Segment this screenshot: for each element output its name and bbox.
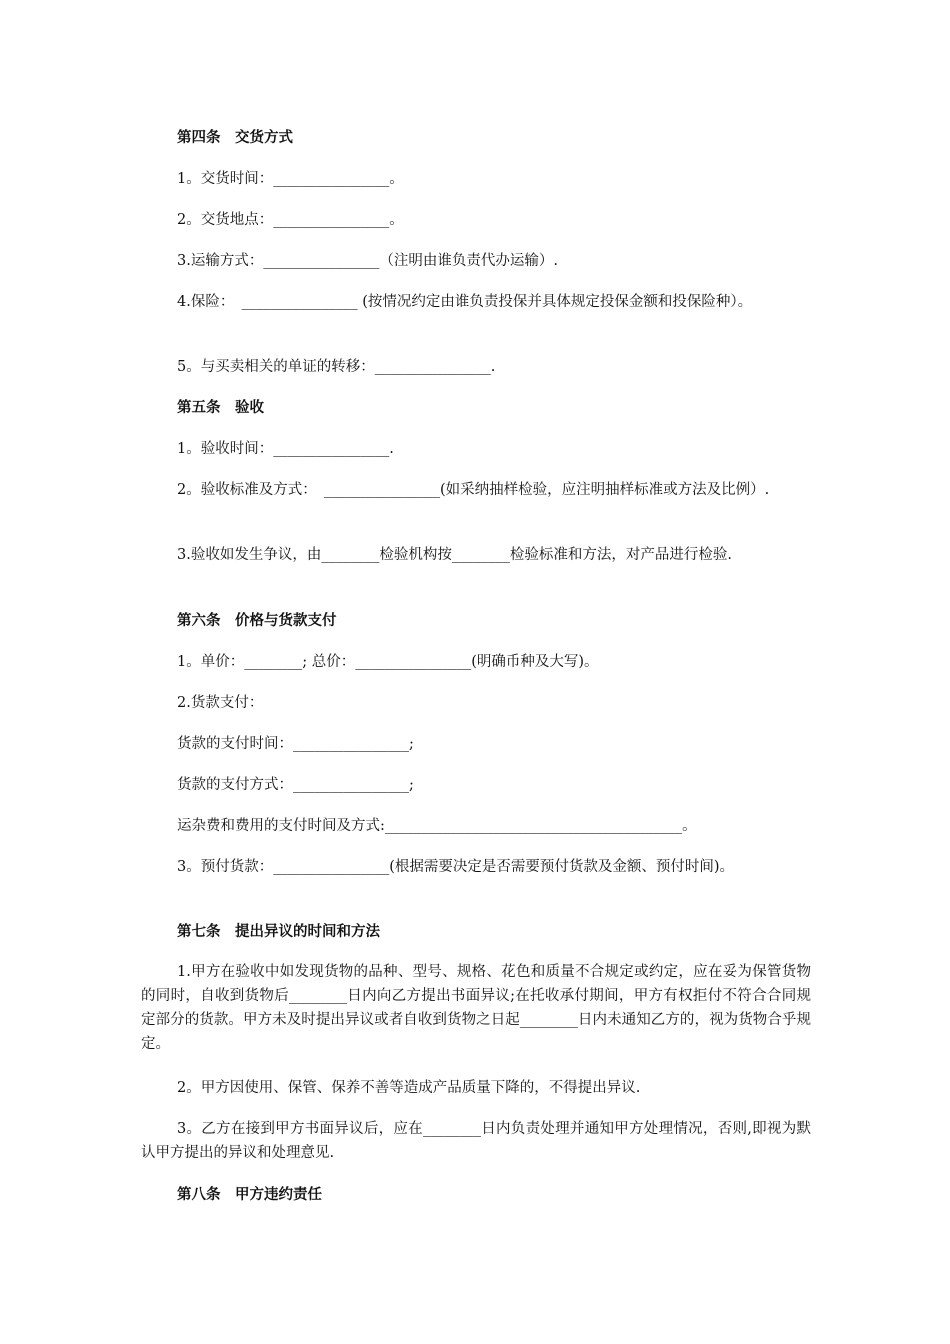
payment-title-line: 2.货款支付：	[177, 695, 264, 711]
delivery-time-line: 1。交货时间：________________。	[177, 171, 404, 187]
section-6-heading: 第六条 价格与货款支付	[177, 612, 337, 629]
objection-paragraph-1: 1.甲方在验收中如发现货物的品种、型号、规格、花色和质量不合规定或约定，应在妥为保管货物的同时，自收到货物后________日内向乙方提出书面异议;在托收承付期间，甲方有权拒付不符合合同规定部分的货款。甲方未及时提出异议或者自收到货物之日起________日内未通知乙方的，视为货物合乎规定。	[141, 964, 811, 1052]
delivery-place-line: 2。交货地点：________________。	[177, 212, 404, 228]
section-7-heading: 第七条 提出异议的时间和方法	[177, 923, 380, 940]
inspection-dispute-line: 3.验收如发生争议，由________检验机构按________检验标准和方法，对产品进行检验.	[177, 547, 732, 563]
section-4-heading: 第四条 交货方式	[177, 129, 293, 146]
inspection-time-line: 1。验收时间：________________.	[177, 441, 394, 457]
section-8-heading: 第八条 甲方违约责任	[177, 1186, 322, 1203]
objection-paragraph-3: 3。乙方在接到甲方书面异议后，应在________日内负责处理并通知甲方处理情况，否则,即视为默认甲方提出的异议和处理意见.	[141, 1121, 811, 1161]
insurance-paragraph: 4.保险： ________________ (按情况约定由谁负责投保并具体规定投保金额和投保险种）。	[177, 294, 753, 310]
inspection-standard-paragraph: 2。验收标准及方式： ________________(如采纳抽样检验，应注明抽样标准或方法及比例）.	[177, 482, 770, 498]
payment-time-line: 货款的支付时间：________________;	[177, 736, 414, 752]
price-line: 1。单价：________; 总价：________________(明确币种及大写)。	[177, 654, 599, 670]
prepayment-line: 3。预付货款：________________(根据需要决定是否需要预付货款及金额、预付时间)。	[177, 859, 735, 875]
freight-payment-line: 运杂费和费用的支付时间及方式:_________________________________________。	[177, 818, 697, 834]
objection-paragraph-2: 2。甲方因使用、保管、保养不善等造成产品质量下降的，不得提出异议.	[177, 1080, 641, 1096]
section-5-heading: 第五条 验收	[177, 399, 264, 416]
document-transfer-line: 5。与买卖相关的单证的转移：________________.	[177, 359, 496, 375]
payment-method-line: 货款的支付方式：________________;	[177, 777, 414, 793]
transport-method-line: 3.运输方式：________________（注明由谁负责代办运输）.	[177, 253, 558, 269]
